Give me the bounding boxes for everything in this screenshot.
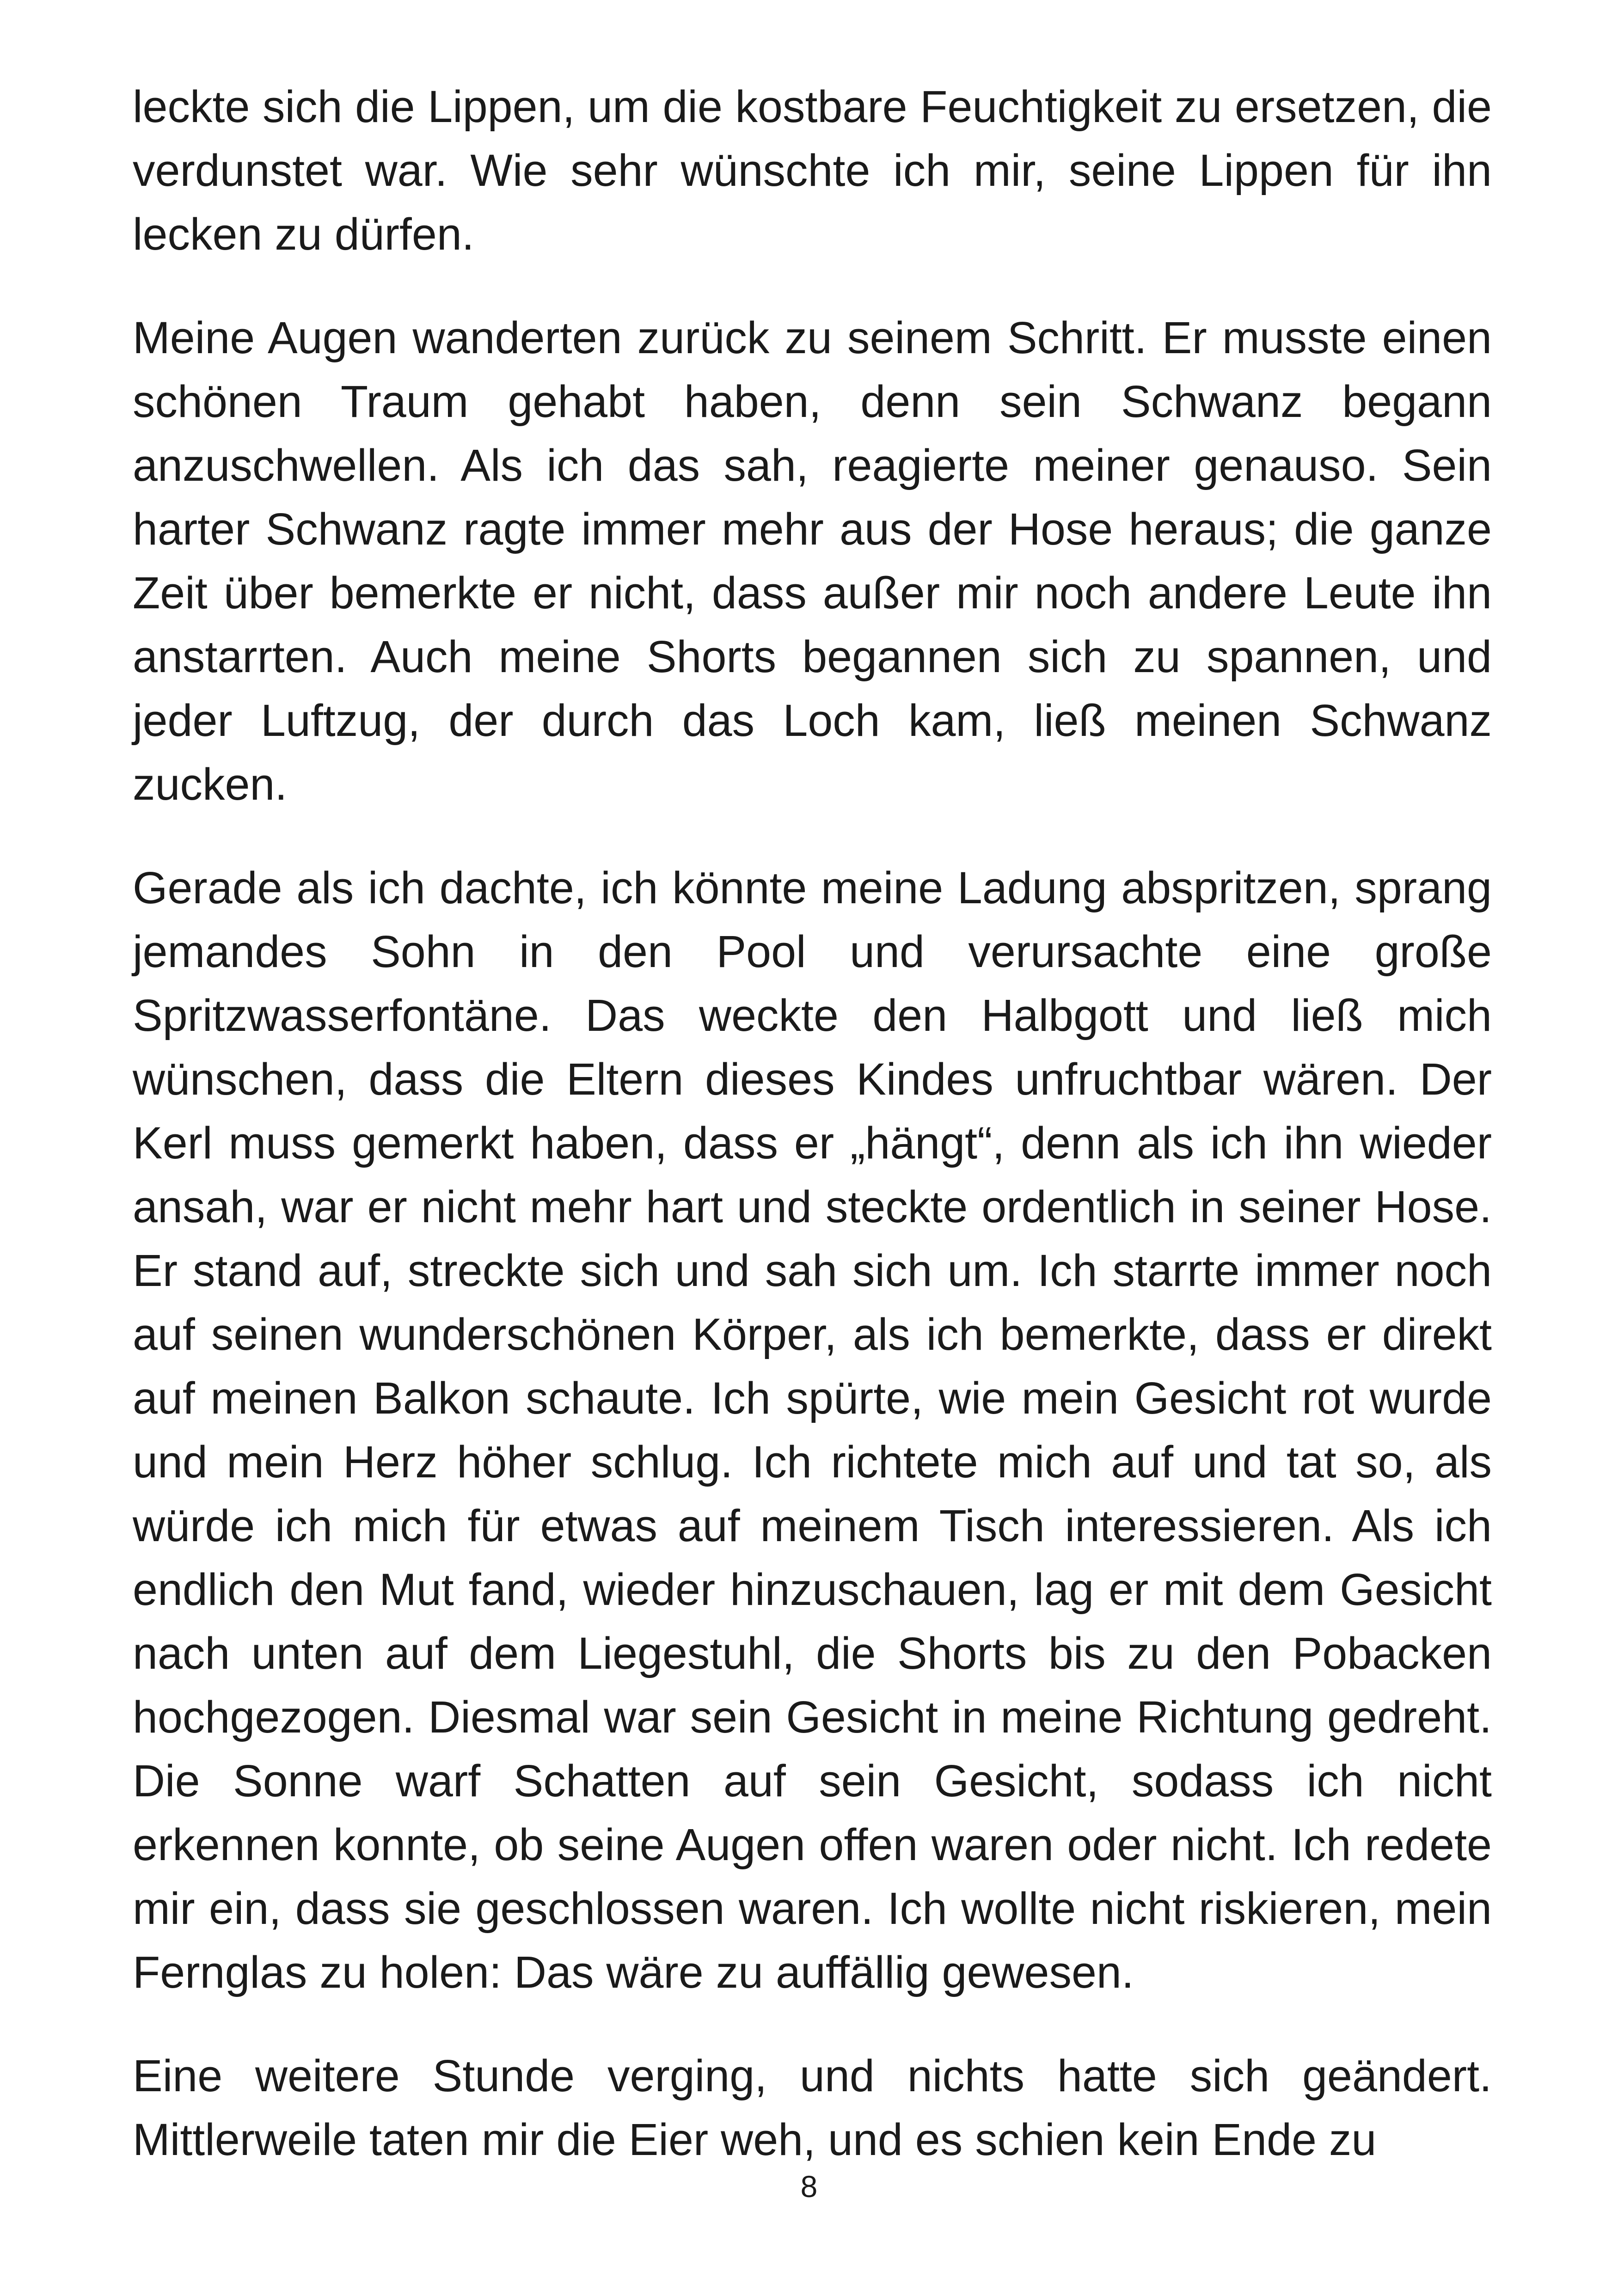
paragraph-3: Gerade als ich dachte, ich könnte meine Ladung abspritzen, sprang jemandes Sohn in den Pool und verursachte eine große Spritzwasserfontäne. Das weckte den Halbgott und ließ mich wünschen, dass die Eltern dieses Kindes unfruchtbar wären. Der Kerl muss gemerkt haben, dass er „hängt“, denn als ich ihn wieder ansah, war er nicht mehr hart und steckte ordentlich in seiner Hose. Er stand auf, streckte sich und sah sich um. Ich starrte immer noch auf seinen wunderschönen Körper, als ich bemerkte, dass er direkt auf meinen Balkon schaute. Ich spürte, wie mein Gesicht rot wurde und mein Herz höher schlug. Ich richtete mich auf und tat so, als würde ich mich für etwas auf meinem Tisch interessieren. Als ich endlich den Mut fand, wieder hinzuschauen, lag er mit dem Gesicht nach unten auf dem Liegestuhl, die Shorts bis zu den Pobacken hochgezogen. Diesmal war sein Gesicht in meine Richtung gedreht. Die Sonne warf Schatten auf sein Gesicht, sodass ich nicht erkennen konnte, ob seine Augen offen waren oder nicht. Ich redete mir ein, dass sie geschlossen waren. Ich wollte nicht riskieren, mein Fernglas zu holen: Das wäre zu auffällig gewesen. <box>133 863 1492 1997</box>
paragraph-1: leckte sich die Lippen, um die kostbare Feuchtigkeit zu ersetzen, die verdunstet war. Wie sehr wünschte ich mir, seine Lippen für ihn lecken zu dürfen. <box>133 81 1492 259</box>
paragraph-2: Meine Augen wanderten zurück zu seinem Schritt. Er musste einen schönen Traum gehabt haben, denn sein Schwanz begann anzuschwellen. Als ich das sah, reagierte meiner genauso. Sein harter Schwanz ragte immer mehr aus der Hose heraus; die ganze Zeit über bemerkte er nicht, dass außer mir noch andere Leute ihn anstarrten. Auch meine Shorts begannen sich zu spannen, und jeder Luftzug, der durch das Loch kam, ließ meinen Schwanz zucken. <box>133 312 1492 809</box>
body-text <box>133 75 1492 2172</box>
paragraph-4: Eine weitere Stunde verging, und nichts hatte sich geändert. Mittlerweile taten mir die Eier weh, und es schien kein Ende zu <box>133 2051 1492 2165</box>
page-number: 8 <box>800 2169 818 2204</box>
